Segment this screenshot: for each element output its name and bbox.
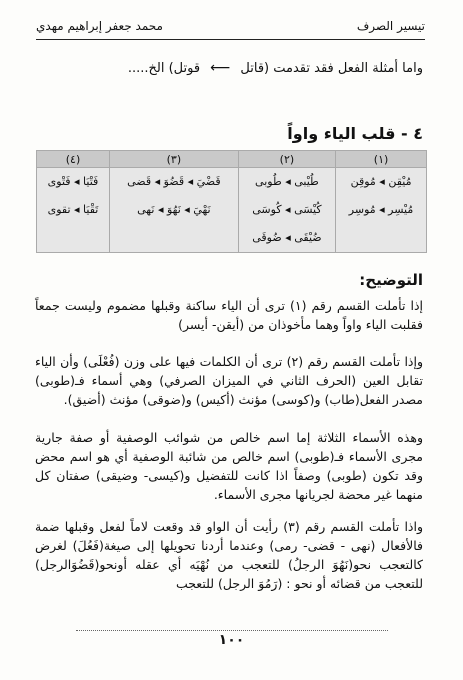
section-title: ٤ - قلب الياء واواً: [287, 124, 423, 143]
table-cell: فَتْيَا ◂ فَتْوى: [37, 168, 110, 197]
explanation-heading: التوضيح:: [359, 271, 423, 289]
table-cell: طُيْبى ◂ طُوبى: [238, 168, 335, 197]
table-cell: [336, 224, 427, 253]
table-cell: [109, 224, 238, 253]
table-row: [37, 224, 427, 253]
header-rule: [36, 39, 425, 40]
table-header-cell: (١): [336, 151, 427, 168]
arrow-icon: ⟵: [210, 60, 231, 76]
table-header-cell: (٤): [37, 151, 110, 168]
page-number: ١٠٠: [218, 632, 245, 648]
paragraph: وهذه الأسماء الثلاثة إما اسم خالص من شوائب الوصفية أو صفة جارية مجرى الأسماء فـ(طوبى) اسم خالص من شائبة الوصفية أي هو اسم محض وقد تكون (طوبى) وصفاً اذا كانت للتفضيل و(كيسى- وضيقى) صفتان كل منهما غير محضة لجريانها مجرى الأسماء.: [35, 430, 423, 502]
table-cell: ضُيْقَى ◂ ضُوقَى: [238, 224, 335, 253]
table-header-cell: (٣): [109, 151, 238, 168]
paragraph: واذا تأملت القسم رقم (٣) رأيت أن الواو قد وقعت لاماً لفعل وقبلها ضمة فالأفعال (نهى - قضى- رمى) وعندما أردنا تحويلها إلى صيغة(فَعُلَ) لغرض كالتعجب نحو(نَهُوَ الرجلُ) للتعجب من نُهْيَه أي عقله أونحو(قَضُوَالرجل) للتعجب من قضائه أو نحو : (رَمُوَ الرجل) للتعجب: [35, 519, 423, 591]
examples-table: [36, 150, 427, 253]
table-header-cell: (٢): [238, 151, 335, 168]
table-cell: نَهْيَ ◂ نَهُوَ ◂ نَهى: [109, 196, 238, 224]
table-cell: كُيْسَى ◂ كُوسَى: [238, 196, 335, 224]
paragraph: إذا تأملت القسم رقم (١) ترى أن الياء ساكنة وقبلها مضموم وليست جمعاً فقلبت الياء واواً وهما مأخوذان من (أيقن- أيسر): [35, 298, 423, 332]
book-title: تيسير الصرف: [356, 19, 425, 33]
table-row: [37, 168, 427, 197]
table-cell: تَقْيَا ◂ تقوى: [37, 196, 110, 224]
footer-rule: [76, 630, 388, 631]
paragraph: وإذا تأملت القسم رقم (٢) ترى أن الكلمات فيها على وزن (فُعْلَى) وأن الياء تقابل العين (الحرف الثاني في الميزان الصرفي) وهي أسماء فـ(طوبى) مصدر الفعل(طاب) و(كوسى) مؤنث (أكيس) و(ضوقى) مؤنث (أضيق).: [35, 354, 424, 407]
table-row: [37, 196, 427, 224]
table-header-row: [37, 151, 427, 168]
running-header: [36, 14, 425, 40]
intro-tail: قوتل) الخ.....: [127, 61, 201, 76]
intro-line: [33, 60, 423, 76]
table-cell: مُيْقِن ◂ مُوقِن: [336, 168, 427, 197]
table-cell: مُيْسِر ◂ مُوسِر: [336, 196, 427, 224]
table-cell: [37, 224, 110, 253]
table-cell: قَضْيَ ◂ قَضُوَ ◂ قَضى: [109, 168, 238, 197]
author-name: محمد جعفر إبراهيم مهدي: [36, 19, 163, 33]
intro-lead: واما أمثلة الفعل فقد تقدمت (قاتل: [240, 61, 423, 76]
